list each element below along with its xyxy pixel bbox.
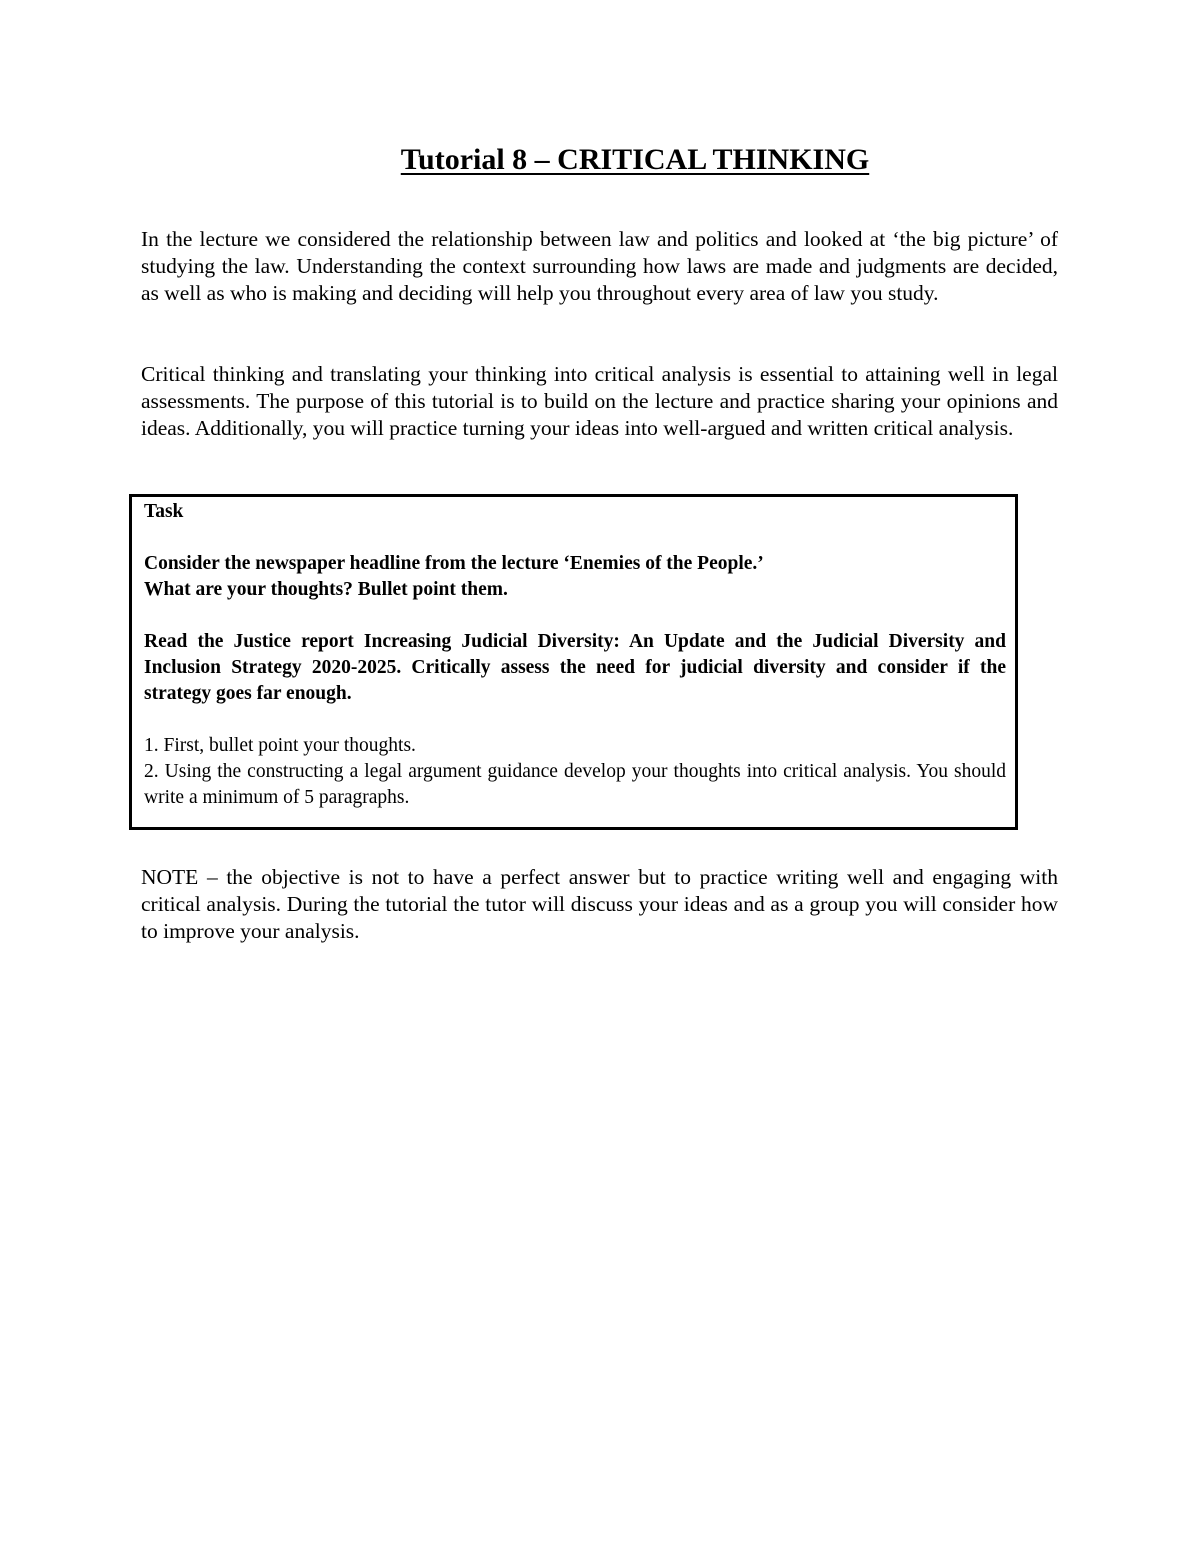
task-step-1: 1. First, bullet point your thoughts. — [144, 735, 416, 756]
task-heading: Task — [144, 501, 184, 522]
task-headline-prompt: Consider the newspaper headline from the lecture ‘Enemies of the People.’ — [144, 553, 764, 574]
task-content — [144, 499, 1006, 811]
task-box — [129, 494, 1018, 830]
document-title: Tutorial 8 – CRITICAL THINKING — [400, 143, 870, 176]
task-headline-question: What are your thoughts? Bullet point them. — [144, 579, 508, 600]
task-step-2: 2. Using the constructing a legal argument guidance develop your thoughts into critical analysis. You should write a minimum of 5 paragraphs. — [144, 761, 1006, 808]
intro-paragraph: In the lecture we considered the relationship between law and politics and looked at ‘the big picture’ of studying the law. Understanding the context surrounding how laws are made and judgments are decided, as well as who is making and deciding will help you throughout every area of law you study. — [141, 227, 1058, 305]
purpose-paragraph: Critical thinking and translating your thinking into critical analysis is essential to attaining well in legal assessments. The purpose of this tutorial is to build on the lecture and practice sharing your opinions and ideas. Additionally, you will practice turning your ideas into well-argued and written critical analysis. — [141, 362, 1058, 440]
task-report-prompt: Read the Justice report Increasing Judicial Diversity: An Update and the Judicial Diversity and Inclusion Strategy 2020-2025. Critically assess the need for judicial diversity and consider if the strategy goes far enough. — [144, 631, 1006, 704]
note-paragraph: NOTE – the objective is not to have a perfect answer but to practice writing well and engaging with critical analysis. During the tutorial the tutor will discuss your ideas and as a group you will consider how to improve your analysis. — [141, 865, 1058, 943]
